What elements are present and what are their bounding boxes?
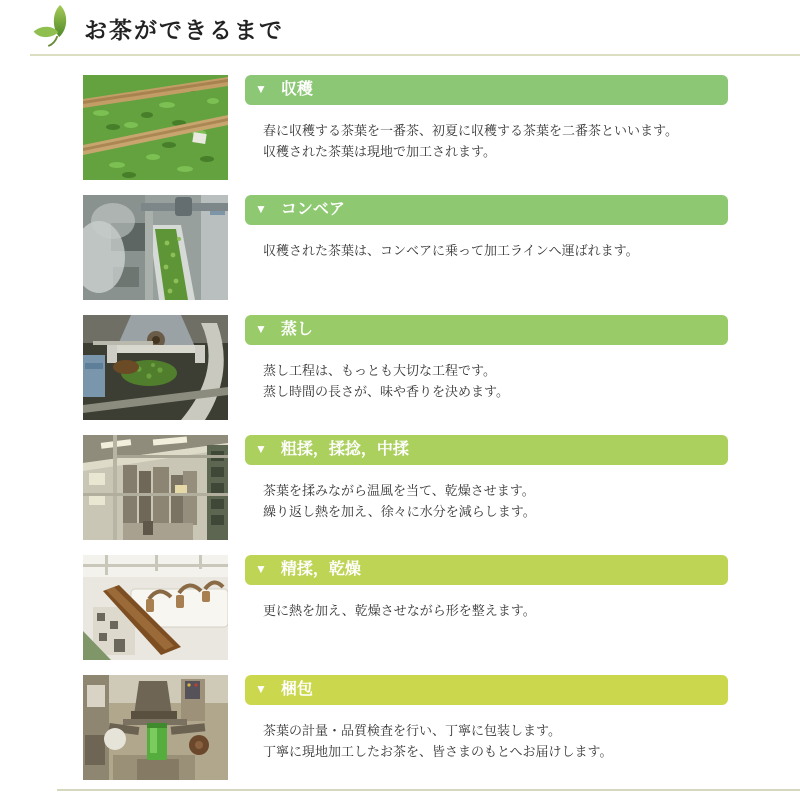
section-title: 精揉，乾燥 bbox=[280, 561, 361, 578]
description-line: 蒸し時間の長さが、味や香りを決めます。 bbox=[263, 384, 509, 400]
triangle-down-icon: ▼ bbox=[255, 442, 267, 456]
section-header-packing[interactable] bbox=[245, 675, 728, 705]
process-section-steaming bbox=[0, 315, 800, 435]
section-description bbox=[245, 240, 728, 261]
section-description bbox=[245, 120, 728, 162]
section-header-rolling[interactable] bbox=[245, 435, 728, 465]
section-title: 収穫 bbox=[280, 81, 313, 98]
section-header-steaming[interactable] bbox=[245, 315, 728, 345]
process-section-packing bbox=[0, 675, 800, 795]
description-line: 収穫された茶葉は、コンベアに乗って加工ラインへ運ばれます。 bbox=[263, 243, 639, 258]
photo-steaming bbox=[83, 315, 228, 420]
photo-rolling bbox=[83, 435, 228, 540]
description-line: 蒸し工程は、もっとも大切な工程です。 bbox=[263, 363, 496, 378]
description-line: 更に熱を加え、乾燥させながら形を整えます。 bbox=[263, 603, 536, 618]
process-list bbox=[0, 75, 800, 795]
process-section-drying bbox=[0, 555, 800, 675]
section-title: 粗揉，揉捻，中揉 bbox=[280, 441, 409, 458]
footer-divider bbox=[57, 789, 800, 791]
process-section-rolling bbox=[0, 435, 800, 555]
triangle-down-icon: ▼ bbox=[255, 322, 267, 336]
description-line: 春に収穫する茶葉を一番茶、初夏に収穫する茶葉を二番茶といいます。 bbox=[263, 123, 678, 138]
triangle-down-icon: ▼ bbox=[255, 202, 267, 216]
section-title: 梱包 bbox=[280, 681, 313, 698]
photo-conveyor bbox=[83, 195, 228, 300]
tea-leaf-icon bbox=[30, 4, 72, 53]
description-line: 丁寧に現地加工したお茶を、皆さまのもとへお届けします。 bbox=[263, 744, 613, 760]
section-title: コンベア bbox=[280, 201, 345, 218]
page-header bbox=[30, 0, 800, 54]
section-header-harvest[interactable] bbox=[245, 75, 728, 105]
triangle-down-icon: ▼ bbox=[255, 562, 267, 576]
description-line: 茶葉の計量・品質検査を行い、丁寧に包装します。 bbox=[263, 723, 561, 738]
section-title: 蒸し bbox=[280, 321, 313, 338]
process-section-harvest bbox=[0, 75, 800, 195]
section-description bbox=[245, 360, 728, 402]
photo-drying bbox=[83, 555, 228, 660]
triangle-down-icon: ▼ bbox=[255, 82, 267, 96]
section-header-drying[interactable] bbox=[245, 555, 728, 585]
description-line: 茶葉を揉みながら温風を当て、乾燥させます。 bbox=[263, 483, 535, 498]
section-header-conveyor[interactable] bbox=[245, 195, 728, 225]
section-description bbox=[245, 720, 728, 762]
header-divider bbox=[30, 54, 800, 56]
process-section-conveyor bbox=[0, 195, 800, 315]
description-line: 収穫された茶葉は現地で加工されます。 bbox=[263, 144, 496, 160]
description-line: 繰り返し熱を加え、徐々に水分を減らします。 bbox=[263, 504, 536, 520]
triangle-down-icon: ▼ bbox=[255, 682, 267, 696]
photo-packing bbox=[83, 675, 228, 780]
page-title: お茶ができるまで bbox=[84, 16, 284, 43]
section-description bbox=[245, 600, 728, 621]
section-description bbox=[245, 480, 728, 522]
photo-harvest bbox=[83, 75, 228, 180]
